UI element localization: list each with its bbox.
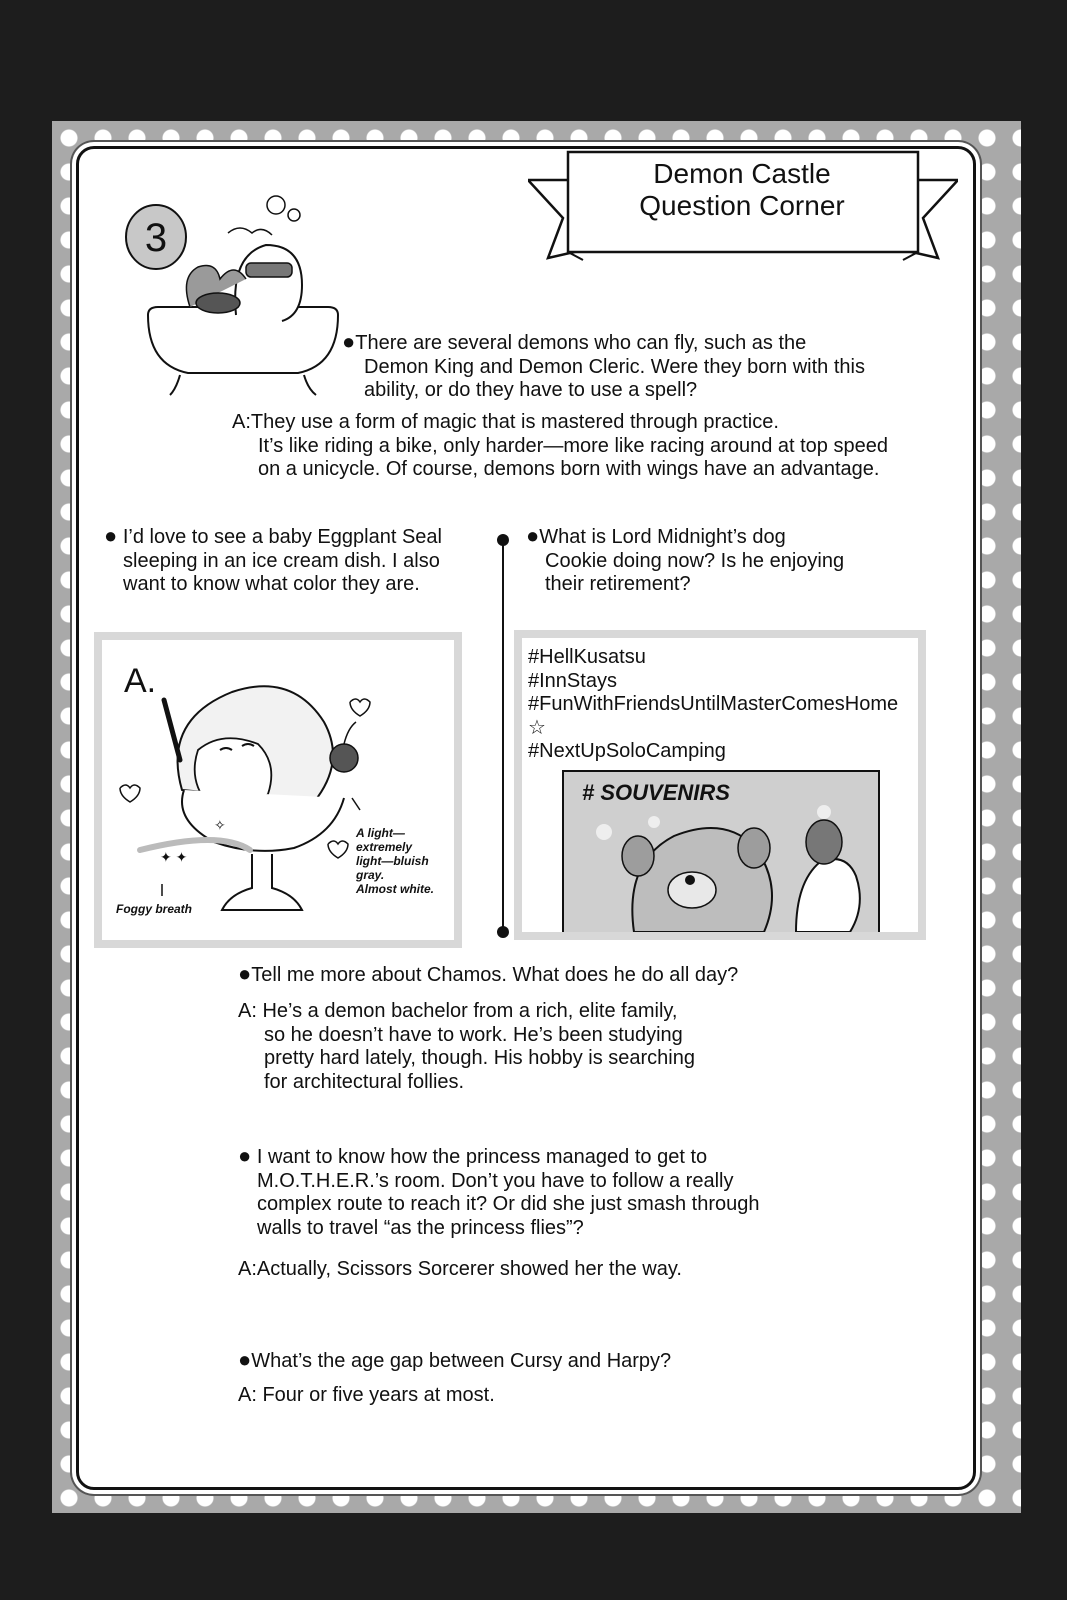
- hashtag-list: [528, 646, 918, 764]
- question-3: ●What is Lord Midnight’s dog Cookie doing now? Is he enjoying their retirement?: [526, 523, 845, 595]
- question-5: ● I want to know how the princess managed to get to M.O.T.H.E.R.’s room. Don’t you have to follow a really complex route to reach it? Or did she just smash through walls to travel “as the princess flies”?: [238, 1143, 760, 1239]
- souvenir-photo: [562, 770, 880, 932]
- page-title: Demon Castle Question Corner: [639, 158, 845, 221]
- question-6: ●What’s the age gap between Cursy and Harpy?: [238, 1347, 672, 1372]
- svg-text:✦ ✦: ✦ ✦: [160, 849, 188, 865]
- hashtag: #NextUpSoloCamping: [528, 740, 726, 762]
- dog-and-friend-illustration: [564, 772, 878, 932]
- page-badge: 3: [144, 216, 168, 260]
- hashtag: #FunWithFriendsUntilMasterComesHome ☆: [528, 693, 899, 739]
- bathtub-demon-illustration: [118, 185, 348, 415]
- answer-4: A: He’s a demon bachelor from a rich, elite family, so he doesn’t have to work. He’s been studying pretty hard lately, though. His hobby is searching for architectural follies.: [238, 1000, 695, 1093]
- column-divider: [502, 538, 504, 934]
- question-1: ●There are several demons who can fly, such as the Demon King and Demon Cleric. Were they born with this ability, or do they have to use a spell?: [342, 329, 865, 401]
- hashtag: #HellKusatsu: [528, 646, 646, 668]
- svg-text:✧: ✧: [214, 817, 226, 833]
- art-label: A.: [124, 662, 157, 700]
- question-2: ● I’d love to see a baby Eggplant Seal sleeping in an ice cream dish. I also want to know what color they are.: [104, 523, 442, 595]
- souvenir-caption: # SOUVENIRS: [582, 780, 730, 805]
- color-note: A light—extremely light—bluish gray. Almost white.: [356, 826, 435, 896]
- answer-1: A:They use a form of magic that is mastered through practice. It’s like riding a bike, only harder—more like racing around at top speed on a unicycle. Of course, demons born with wings have an advantage.: [232, 411, 888, 480]
- ice-cream-illustration-frame: [94, 632, 462, 948]
- question-4: ●Tell me more about Chamos. What does he do all day?: [238, 961, 739, 986]
- answer-6: A: Four or five years at most.: [238, 1384, 495, 1406]
- hashtag-frame: [514, 630, 926, 940]
- foggy-breath-note: Foggy breath: [116, 902, 193, 916]
- answer-5: A:Actually, Scissors Sorcerer showed her the way.: [238, 1258, 682, 1280]
- hashtag: #InnStays: [528, 669, 617, 692]
